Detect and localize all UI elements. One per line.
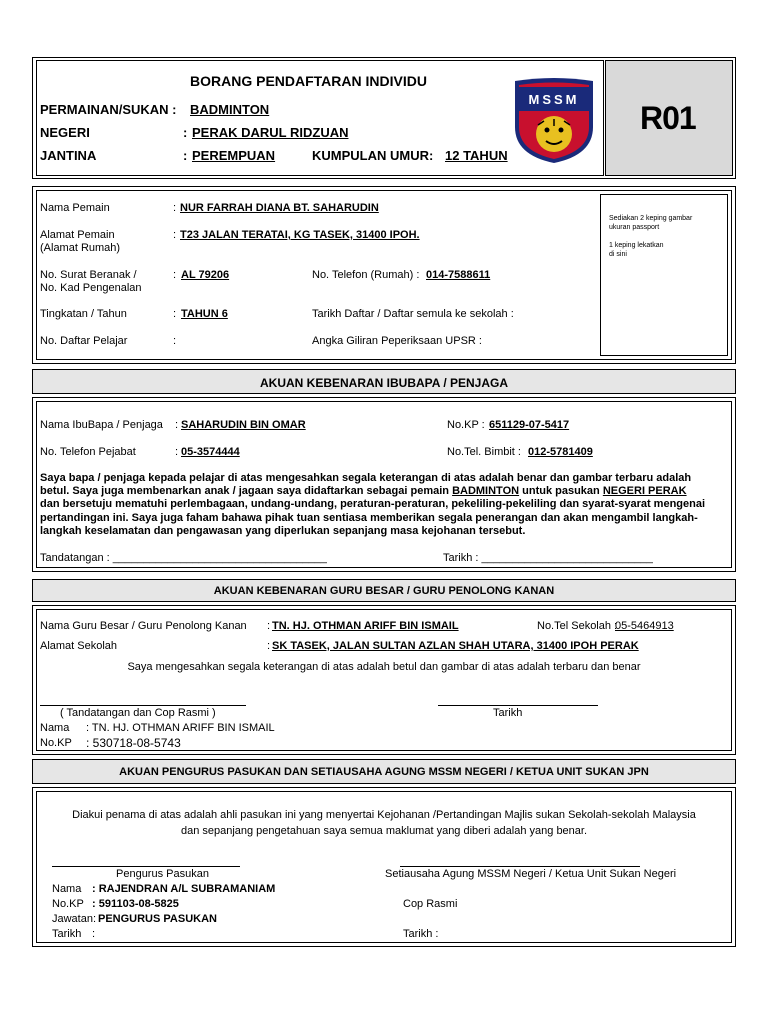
headmaster-date-label: Tarikh bbox=[493, 707, 523, 719]
player-name-label: Nama Pemain bbox=[40, 202, 110, 214]
state-colon: : bbox=[183, 125, 188, 140]
office-phone-value: 05-3574444 bbox=[181, 446, 240, 458]
gender-colon: : bbox=[183, 148, 188, 163]
form-title: BORANG PENDAFTARAN INDIVIDU bbox=[190, 73, 427, 89]
school-address-value: SK TASEK, JALAN SULTAN AZLAN SHAH UTARA, 31400 IPOH PERAK bbox=[272, 640, 639, 652]
manager-date-colon: : bbox=[92, 928, 96, 940]
birth-cert-label-2: No. Kad Pengenalan bbox=[40, 282, 142, 294]
colon: : bbox=[173, 308, 177, 320]
student-no-label: No. Daftar Pelajar bbox=[40, 335, 128, 347]
parent-section-title: AKUAN KEBENARAN IBUBAPA / PENJAGA bbox=[259, 376, 508, 390]
home-phone-label: No. Telefon (Rumah) : bbox=[312, 269, 420, 281]
photo-note-3: 1 keping lekatkan bbox=[609, 242, 664, 249]
sport-ref: BADMINTON bbox=[452, 485, 520, 498]
sport-label: PERMAINAN/SUKAN : bbox=[40, 102, 177, 117]
secretary-signature-line bbox=[400, 866, 640, 867]
headmaster-sign-label: ( Tandatangan dan Cop Rasmi ) bbox=[60, 707, 216, 719]
manager-ic-label: No.KP bbox=[52, 898, 84, 910]
player-address-label: Alamat Pemain bbox=[40, 229, 115, 241]
headmaster-date-line bbox=[438, 705, 598, 706]
manager-signature-line bbox=[52, 866, 240, 867]
headmaster-signature-line bbox=[40, 705, 246, 706]
school-address-label: Alamat Sekolah bbox=[40, 640, 118, 652]
upsr-label: Angka Giliran Peperiksaan UPSR : bbox=[312, 335, 482, 347]
reg-date-label: Tarikh Daftar / Daftar semula ke sekolah : bbox=[312, 308, 514, 320]
mobile-value: 012-5781409 bbox=[528, 446, 593, 458]
manager-position-value: PENGURUS PASUKAN bbox=[98, 913, 217, 925]
headmaster-ic-row-value: : 530718-08-5743 bbox=[86, 736, 181, 750]
school-phone-value: 05-5464913 bbox=[615, 620, 674, 632]
manager-section-title: AKUAN PENGURUS PASUKAN DAN SETIAUSAHA AGUNG MSSM NEGERI / KETUA UNIT SUKAN JPN bbox=[119, 766, 649, 778]
parent-declaration-line-2 bbox=[40, 485, 728, 498]
office-phone-label: No. Telefon Pejabat bbox=[40, 446, 136, 458]
player-address-label-2: (Alamat Rumah) bbox=[40, 242, 121, 254]
parent-declaration-line-4: pertandingan ini. Saya juga faham bahawa pihak tuan sentiasa memberikan segala penerangan dan akan mengambil langkah- bbox=[40, 511, 698, 524]
parent-section-header bbox=[32, 369, 736, 394]
school-phone-label: No.Tel Sekolah : bbox=[537, 620, 618, 632]
gender-value: PEREMPUAN bbox=[192, 148, 276, 163]
headmaster-name-row-label: Nama bbox=[40, 722, 70, 734]
photo-note-4: di sini bbox=[609, 251, 627, 258]
birth-cert-label: No. Surat Beranak / bbox=[40, 269, 137, 281]
sport-value: BADMINTON bbox=[190, 102, 270, 117]
manager-name-value: : RAJENDRAN A/L SUBRAMANIAM bbox=[92, 883, 276, 895]
player-address-value: T23 JALAN TERATAI, KG TASEK, 31400 IPOH. bbox=[180, 229, 420, 241]
photo-note-1: Sediakan 2 keping gambar bbox=[609, 215, 693, 222]
headmaster-ic-row-label: No.KP bbox=[40, 737, 72, 749]
headmaster-section-title: AKUAN KEBENARAN GURU BESAR / GURU PENOLONG KANAN bbox=[213, 585, 555, 597]
colon: : bbox=[175, 446, 179, 458]
parent-declaration bbox=[40, 472, 728, 538]
grade-value: TAHUN 6 bbox=[181, 308, 228, 320]
gender-label: JANTINA bbox=[40, 148, 97, 163]
manager-name-label: Nama bbox=[52, 883, 82, 895]
parent-name-value: SAHARUDIN BIN OMAR bbox=[181, 419, 306, 431]
state-label: NEGERI bbox=[40, 125, 90, 140]
mssm-logo bbox=[513, 77, 595, 165]
secretary-date-label: Tarikh : bbox=[403, 928, 439, 940]
colon: : bbox=[173, 269, 177, 281]
text: untuk pasukan bbox=[519, 485, 603, 498]
colon: : bbox=[173, 335, 177, 347]
age-group-value: 12 TAHUN bbox=[445, 148, 508, 163]
colon: : bbox=[267, 640, 271, 652]
manager-label: Pengurus Pasukan bbox=[116, 868, 209, 880]
colon: : bbox=[173, 202, 177, 214]
parent-ic-label: No.KP : bbox=[447, 419, 485, 431]
manager-section-header bbox=[32, 759, 736, 784]
headmaster-declaration: Saya mengesahkan segala keterangan di atas adalah betul dan gambar di atas adalah terbaru dan benar bbox=[127, 661, 641, 673]
headmaster-name-value: TN. HJ. OTHMAN ARIFF BIN ISMAIL bbox=[272, 620, 459, 632]
state-ref: NEGERI PERAK bbox=[602, 485, 687, 498]
headmaster-name-row-value: : TN. HJ. OTHMAN ARIFF BIN ISMAIL bbox=[86, 722, 275, 734]
manager-position-label: Jawatan: bbox=[52, 913, 97, 925]
headmaster-name-label: Nama Guru Besar / Guru Penolong Kanan bbox=[40, 620, 247, 632]
parent-name-label: Nama IbuBapa / Penjaga bbox=[40, 419, 163, 431]
text: betul. Saya juga membenarkan anak / jagaan saya didaftarkan sebagai pemain bbox=[40, 485, 453, 498]
logo-text: MSSM bbox=[528, 92, 580, 107]
parent-ic-value: 651129-07-5417 bbox=[489, 419, 570, 431]
manager-declaration-line-1: Diakui penama di atas adalah ahli pasukan ini yang menyertai Kejohanan /Pertandingan Majlis sukan Sekolah-sekolah Malaysia bbox=[72, 809, 696, 821]
home-phone-value: 014-7588611 bbox=[426, 269, 491, 281]
parent-declaration-line-1: Saya bapa / penjaga kepada pelajar di atas mengesahkan segala keterangan di atas adalah benar dan gambar terbaru adalah bbox=[40, 472, 692, 484]
grade-label: Tingkatan / Tahun bbox=[40, 308, 127, 320]
parent-signature-label: Tandatangan : ___________________________________ bbox=[40, 552, 327, 564]
stamp-label: Cop Rasmi bbox=[403, 898, 458, 910]
colon: : bbox=[175, 419, 179, 431]
headmaster-section-header bbox=[32, 579, 736, 602]
manager-declaration-line-2: dan sepanjang pengetahuan saya semua maklumat yang diberi adalah yang benar. bbox=[180, 825, 588, 837]
state-value: PERAK DARUL RIDZUAN bbox=[192, 125, 349, 140]
manager-date-label: Tarikh bbox=[52, 928, 82, 940]
player-name-value: NUR FARRAH DIANA BT. SAHARUDIN bbox=[180, 202, 379, 214]
photo-note-2: ukuran passport bbox=[609, 224, 660, 231]
mobile-label: No.Tel. Bimbit : bbox=[447, 446, 521, 458]
colon: : bbox=[173, 229, 177, 241]
form-code: R01 bbox=[640, 100, 696, 136]
secretary-label: Setiausaha Agung MSSM Negeri / Ketua Unit Sukan Negeri bbox=[385, 868, 677, 880]
birth-cert-value: AL 79206 bbox=[181, 269, 230, 281]
colon: : bbox=[267, 620, 271, 632]
age-group-label: KUMPULAN UMUR: bbox=[312, 148, 434, 163]
parent-date-label: Tarikh : ____________________________ bbox=[443, 552, 653, 564]
manager-ic-value: : 591103-08-5825 bbox=[92, 898, 179, 910]
parent-declaration-line-3: dan bersetuju mematuhi perlembagaan, undang-undang, peraturan-peraturan, pekeliling-pekeliling dan syarat-syarat mengenai bbox=[40, 498, 706, 511]
parent-declaration-line-5: langkah keselamatan dan pengawasan yang diperlukan sepanjang masa kejohanan tersebut. bbox=[40, 524, 526, 537]
